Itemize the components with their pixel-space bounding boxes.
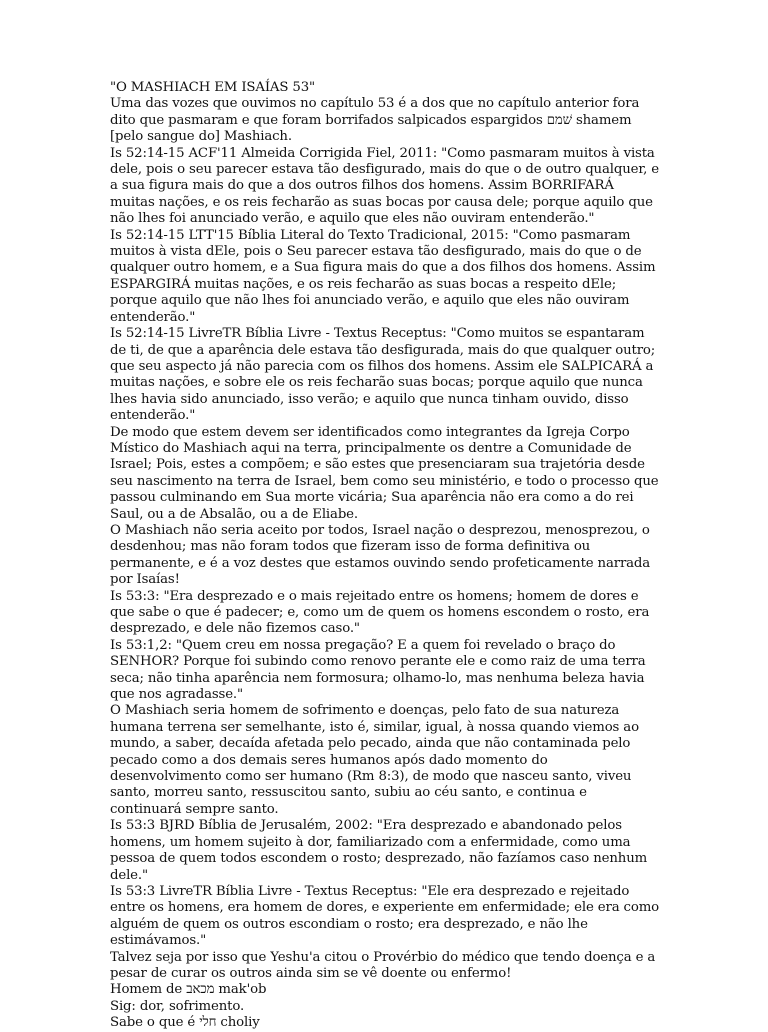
paragraph: O Mashiach seria homem de sofrimento e doenças, pelo fato de sua natureza humana terrena ser semelhante, isto é, similar, igual, à nossa quando viemos ao mundo, a saber, decaída afetada pelo pecado, ainda que não contaminada pelo pecado como a dos demais seres humanos após dado momento do desenvolvimento como ser humano (Rm 8:3), de modo que nasceu santo, viveu santo, morreu santo, ressuscitou santo, subiu ao céu santo, e continua e continuará sempre santo. (110, 703, 639, 817)
word-note: Homem de מכאב mak'ob (110, 982, 267, 998)
verse-quote: Is 52:14-15 ACF'11 Almeida Corrigida Fiel, 2011: "Como pasmaram muitos à vista dele, pois o seu parecer estava tão desfigurado, mais do que o de outro qualquer, e a sua figura mais do que a dos outros filhos dos homens. Assim BORRIFARÁ muitas nações, e os reis fecharão as suas bocas por causa dele; porque aquilo que não lhes foi anunciado verão, e aquilo que eles não ouviram entenderão." (110, 145, 659, 227)
paragraph: O Mashiach não seria aceito por todos, Israel nação o desprezou, menosprezou, o desdenhou; mas não foram todos que fizeram isso de forma definitiva ou permanente, e é a voz destes que estamos ouvindo sendo profeticamente narrada por Isaías! (110, 522, 651, 588)
paragraph: Talvez seja por isso que Yeshu'a citou o Provérbio do médico que tendo doença e a pesar de curar os outros ainda sim se vê doente ou enfermo! (110, 949, 656, 981)
paragraph: De modo que estem devem ser identificados como integrantes da Igreja Corpo Místico do Mashiach aqui na terra, principalmente os dentre a Comunidade de Israel; Pois, estes a compõem; e são estes que presenciaram sua trajetória desde seu nascimento na terra de Israel, bem como seu ministério, e todo o processo que passou culminando em Sua morte vicária; Sua aparência não era como a do rei Saul, ou a de Absalão, ou a de Eliabe. (110, 424, 659, 522)
word-note: Sabe o que é חלי choliy (110, 1015, 260, 1031)
document-body (110, 80, 662, 1032)
verse-quote: Is 53:3: "Era desprezado e o mais rejeitado entre os homens; homem de dores e que sabe o que é padecer; e, como um de quem os homens escondem o rosto, era desprezado, e dele não fizemos caso." (110, 588, 650, 637)
verse-quote: Is 53:1,2: "Quem creu em nossa pregação? E a quem foi revelado o braço do SENHOR? Porque foi subindo como renovo perante ele e como raiz de uma terra seca; não tinha aparência nem formosura; olhamo-lo, mas nenhuma beleza havia que nos agradasse." (110, 637, 646, 703)
verse-quote: Is 52:14-15 LTT'15 Bíblia Literal do Texto Tradicional, 2015: "Como pasmaram muitos à vista dEle, pois o Seu parecer estava tão desfigurado, mais do que o de qualquer outro homem, e a Sua figura mais do que a dos filhos dos homens. Assim ESPARGIRÁ muitas nações, e os reis fecharão as suas bocas a respeito dEle; porque aquilo que não lhes foi anunciado verão, e aquilo que eles não ouviram entenderão." (110, 227, 656, 325)
word-meaning: Sig: dor, sofrimento. (110, 998, 245, 1014)
document-title: "O MASHIACH EM ISAÍAS 53" (110, 80, 316, 95)
verse-quote: Is 53:3 BJRD Bíblia de Jerusalém, 2002: "Era desprezado e abandonado pelos homens, um homem sujeito à dor, familiarizado com a enfermidade, como uma pessoa de quem todos escondem o rosto; desprezado, não fazíamos caso nenhum dele." (110, 818, 648, 883)
verse-quote: Is 52:14-15 LivreTR Bíblia Livre - Textus Receptus: "Como muitos se espantaram de ti, de que a aparência dele estava tão desfigurada, mais do que qualquer outro; que seu aspecto já não parecia com os filhos dos homens. Assim ele SALPICARÁ a muitas nações, e sobre ele os reis fecharão suas bocas; porque aquilo que nunca lhes havia sido anunciado, isso verão; e aquilo que nunca tinham ouvido, disso entenderão." (110, 326, 656, 424)
paragraph: Uma das vozes que ouvimos no capítulo 53 é a dos que no capítulo anterior fora dito que pasmaram e que foram borrifados salpicados espargidos שׁמם shamem [pelo sangue do] Mashiach. (110, 96, 640, 145)
verse-quote: Is 53:3 LivreTR Bíblia Livre - Textus Receptus: "Ele era desprezado e rejeitado entre os homens, era homem de dores, e experiente em enfermidade; ele era como alguém de quem os outros escondiam o rosto; era desprezado, e não lhe estimávamos." (110, 883, 660, 949)
